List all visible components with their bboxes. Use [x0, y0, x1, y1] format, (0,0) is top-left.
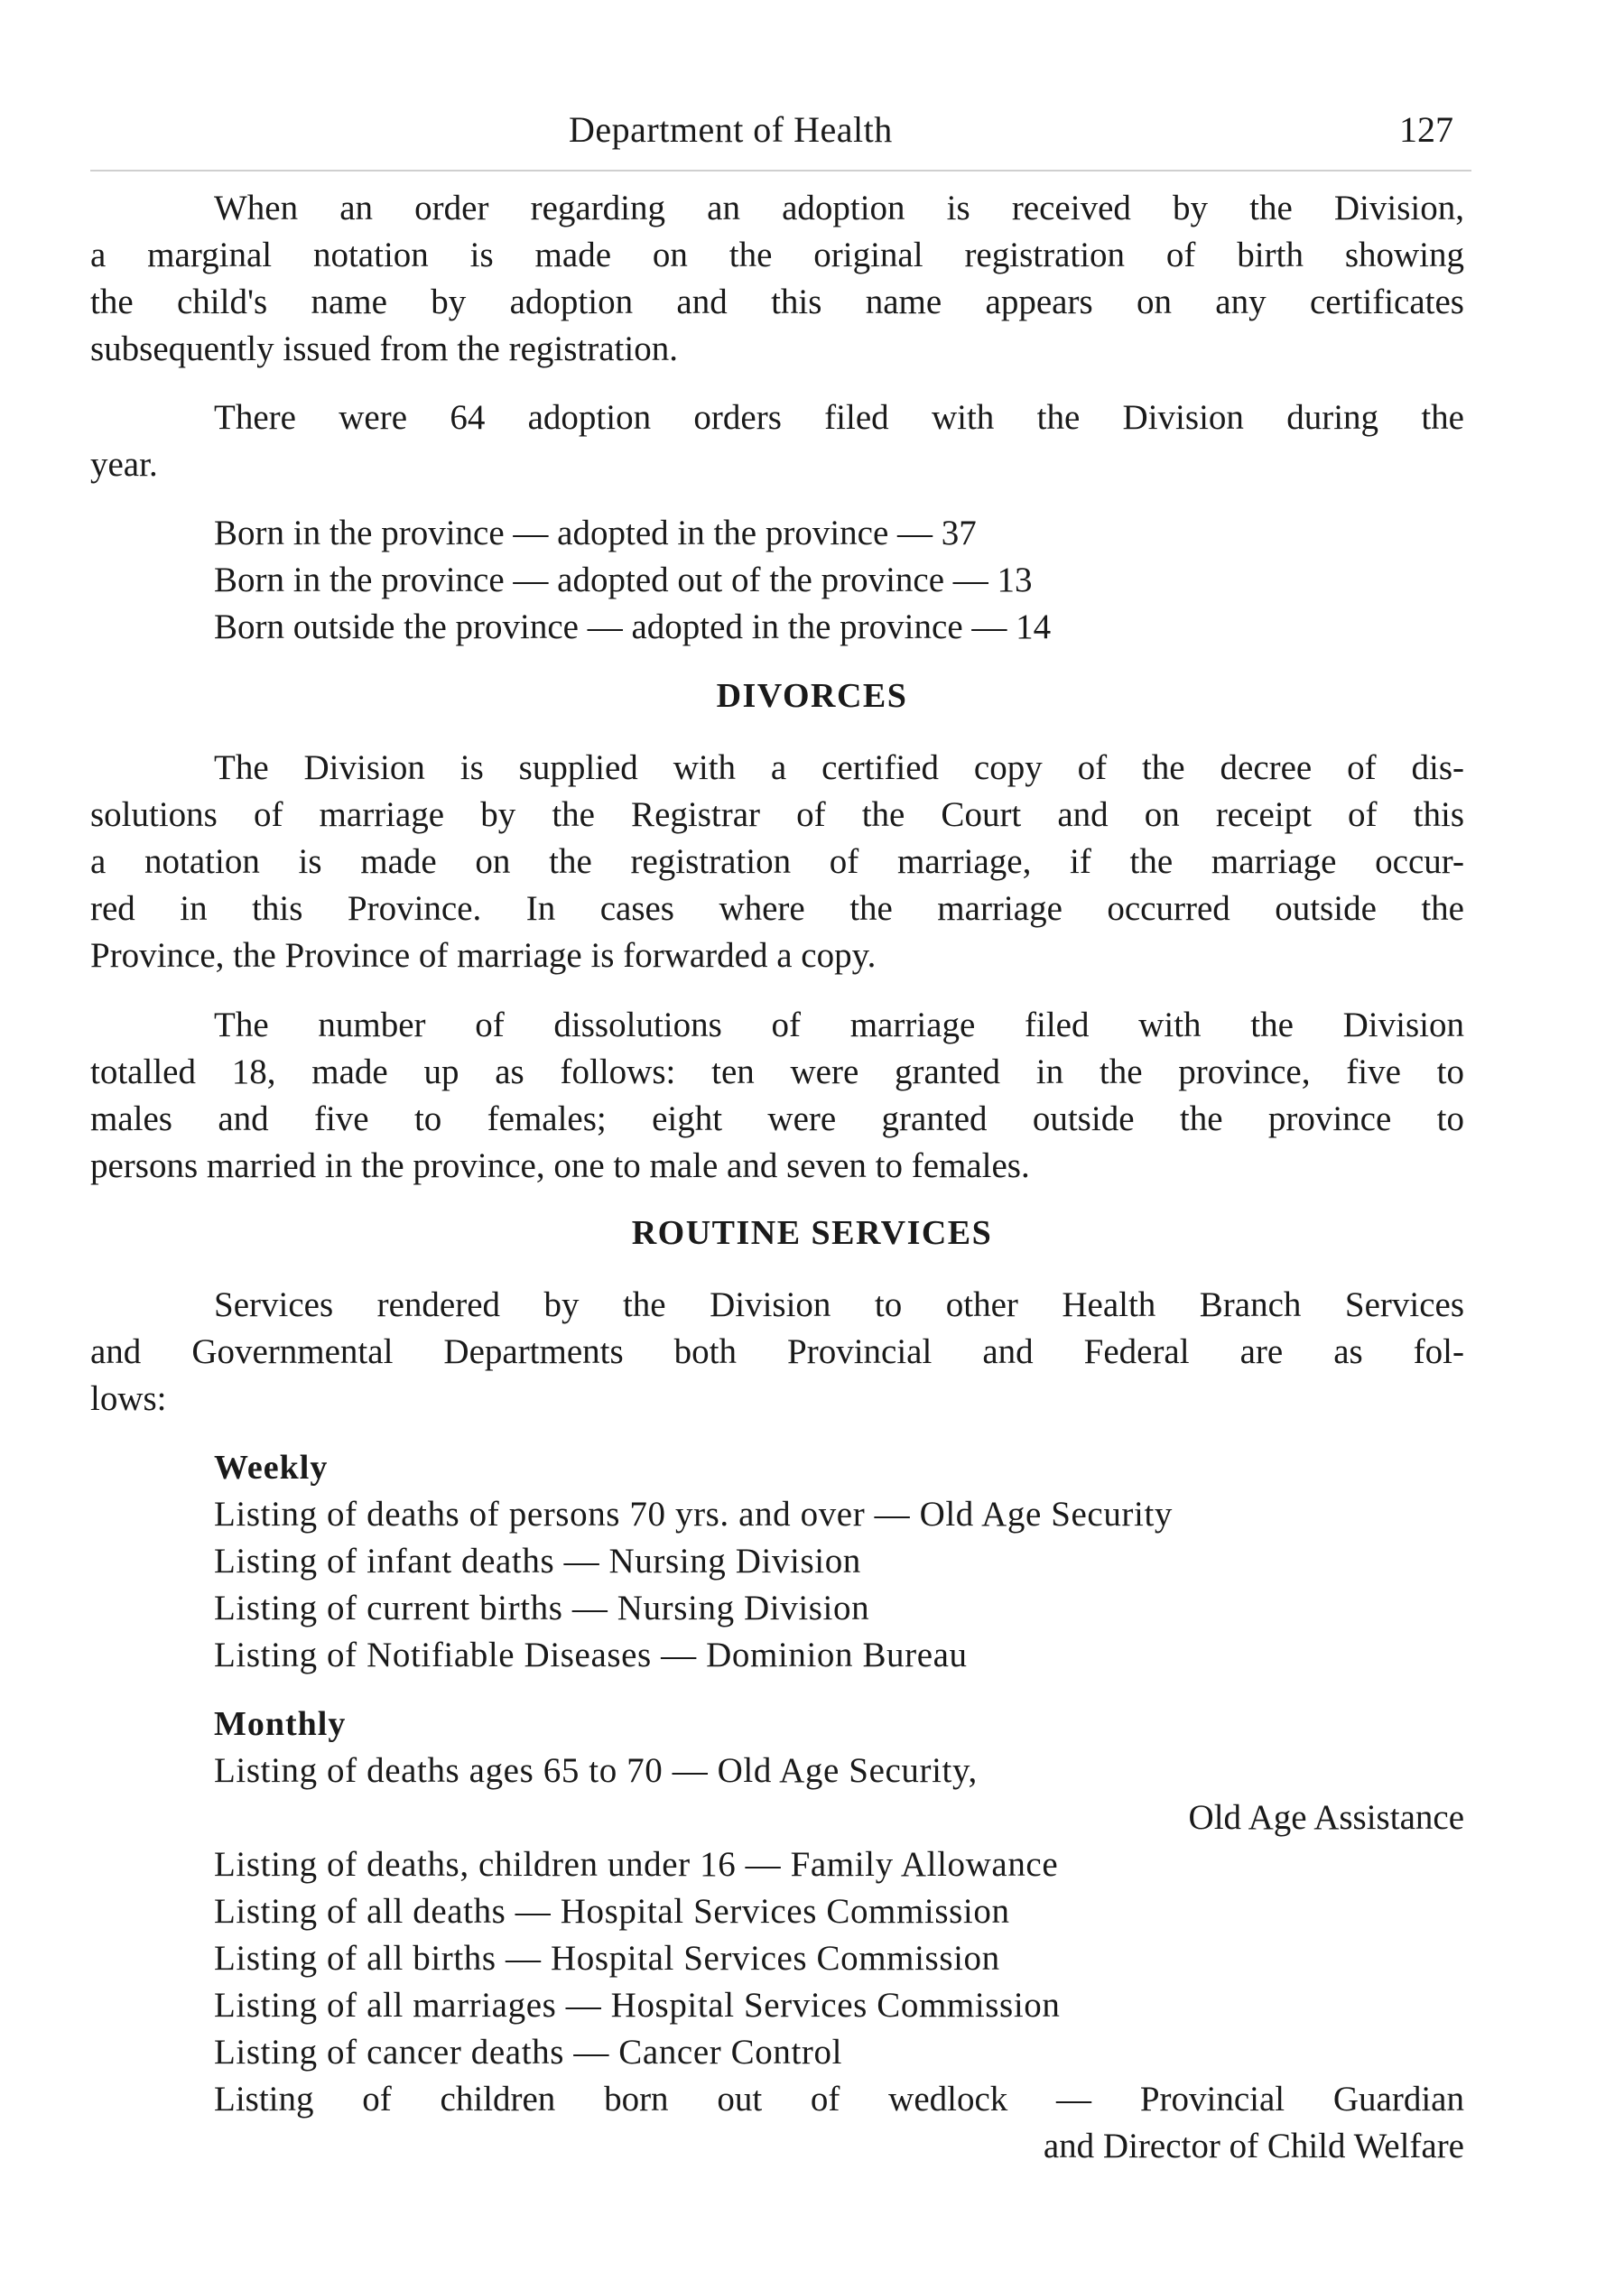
- adoption-breakdown-item: Born outside the province — adopted in the province — 14: [214, 607, 1052, 646]
- monthly-listing-item: Listing of deaths, children under 16 — Family Allowance: [214, 1845, 1059, 1884]
- monthly-listing-item: Listing of all deaths — Hospital Services Commission: [214, 1892, 1010, 1931]
- adoption-para1-line: a marginal notation is made on the original registration of birth showing: [90, 236, 1464, 274]
- routine-intro-line: lows:: [90, 1379, 167, 1418]
- divorces-para2-line: males and five to females; eight were granted outside the province to: [90, 1099, 1464, 1138]
- adoption-breakdown-item: Born in the province — adopted out of the province — 13: [214, 561, 1033, 599]
- divorces-para2-line: persons married in the province, one to male and seven to females.: [90, 1146, 1030, 1185]
- section-heading-routine-services: ROUTINE SERVICES: [631, 1214, 993, 1252]
- subheading-monthly: Monthly: [214, 1705, 347, 1743]
- adoption-para1-line: When an order regarding an adoption is received by the Division,: [214, 189, 1464, 227]
- weekly-listing-item: Listing of current births — Nursing Division: [214, 1589, 870, 1627]
- divorces-para1-line: solutions of marriage by the Registrar of the Court and on receipt of this: [90, 795, 1464, 834]
- routine-intro-line: Services rendered by the Division to other Health Branch Services: [214, 1285, 1464, 1324]
- routine-intro-line: and Governmental Departments both Provincial and Federal are as fol-: [90, 1332, 1464, 1371]
- adoption-para1-line: subsequently issued from the registration.: [90, 329, 678, 368]
- divorces-para1-line: The Division is supplied with a certified copy of the decree of dis-: [214, 748, 1464, 787]
- subheading-weekly: Weekly: [214, 1449, 329, 1487]
- divorces-para2-line: The number of dissolutions of marriage filed with the Division: [214, 1006, 1464, 1044]
- divorces-para1-line: a notation is made on the registration of marriage, if the marriage occur-: [90, 842, 1464, 881]
- monthly-listing-item: Listing of all marriages — Hospital Services Commission: [214, 1986, 1061, 2025]
- monthly-listing-continuation: Old Age Assistance: [1188, 1798, 1464, 1837]
- monthly-listing-item: Listing of all births — Hospital Services Commission: [214, 1939, 1000, 1978]
- adoption-breakdown-item: Born in the province — adopted in the province — 37: [214, 514, 977, 552]
- weekly-listing-item: Listing of infant deaths — Nursing Division: [214, 1542, 861, 1581]
- page-header-title: Department of Health: [569, 109, 893, 150]
- adoption-para1-line: the child's name by adoption and this name appears on any certificates: [90, 283, 1464, 321]
- divorces-para1-line: red in this Province. In cases where the marriage occurred outside the: [90, 889, 1464, 928]
- monthly-listing-item: Listing of deaths ages 65 to 70 — Old Age Security,: [214, 1751, 978, 1790]
- page-number: 127: [1399, 109, 1453, 150]
- monthly-listing-item: Listing of children born out of wedlock — Provincial Guardian: [214, 2080, 1464, 2119]
- weekly-listing-item: Listing of Notifiable Diseases — Dominion Bureau: [214, 1636, 968, 1674]
- adoption-para2-line: There were 64 adoption orders filed with the Division during the: [214, 398, 1464, 437]
- divorces-para1-line: Province, the Province of marriage is forwarded a copy.: [90, 936, 877, 975]
- divorces-para2-line: totalled 18, made up as follows: ten were granted in the province, five to: [90, 1052, 1464, 1091]
- monthly-listing-item: Listing of cancer deaths — Cancer Control: [214, 2033, 843, 2072]
- adoption-para2-line: year.: [90, 445, 158, 484]
- section-heading-divorces: DIVORCES: [716, 677, 908, 715]
- monthly-listing-continuation: and Director of Child Welfare: [1043, 2127, 1464, 2165]
- weekly-listing-item: Listing of deaths of persons 70 yrs. and over — Old Age Security: [214, 1495, 1173, 1534]
- header-divider: [90, 170, 1471, 172]
